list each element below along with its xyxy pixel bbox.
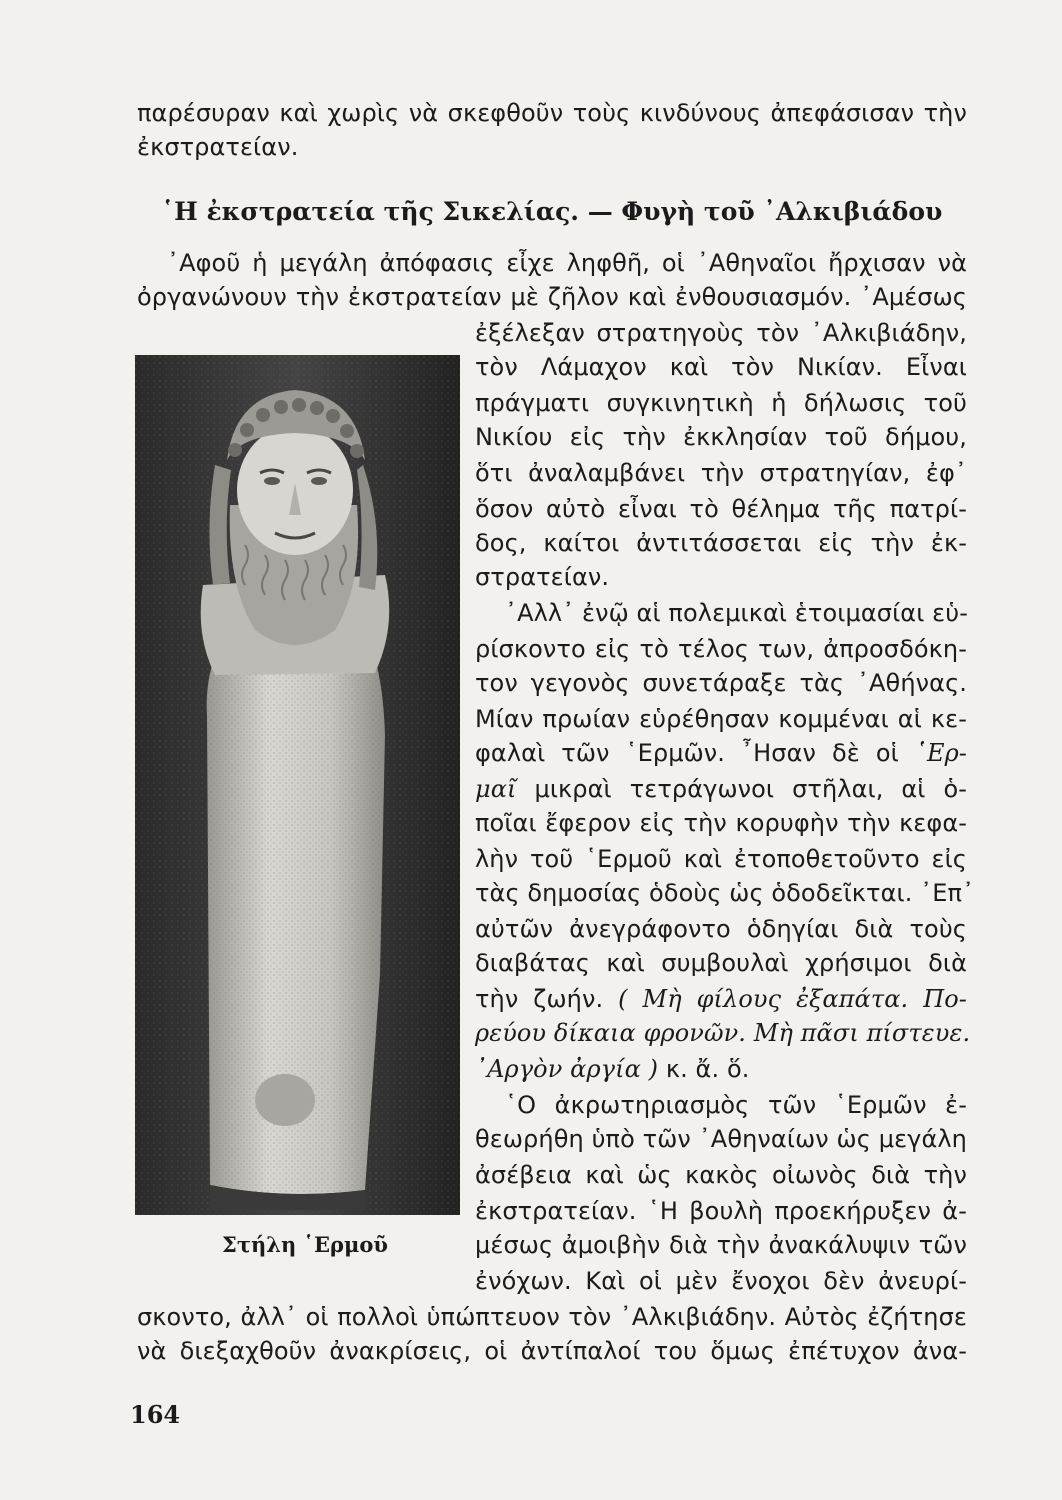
text-line: ποῖαι ἔφερον εἰς τὴν κορυφὴν τὴν κεφα- xyxy=(475,809,967,837)
text-line: παρέσυραν καὶ χωρὶς νὰ σκεφθοῦν τοὺς κινδύνους ἀπεφάσισαν τὴν xyxy=(137,99,967,127)
text-span: κ. ἄ. ὅ. xyxy=(665,1055,750,1083)
text-line: ὀργανώνουν τὴν ἐκστρατείαν μὲ ζῆλον καὶ ἐνθουσιασμόν. ᾿Αμέσως xyxy=(137,283,967,311)
text-line: στρατείαν. xyxy=(475,563,610,591)
text-line: ῾Ο ἀκρωτηριασμὸς τῶν ῾Ερμῶν ἐ- xyxy=(505,1091,967,1119)
text-line: ἐκστρατείαν. xyxy=(137,133,299,161)
text-span: μικραὶ τετράγωνοι στῆλαι, αἱ ὁ- xyxy=(534,775,967,803)
text-line: ρίσκοντο εἰς τὸ τέλος των, ἀπροσδόκη- xyxy=(475,635,967,663)
text-line: Νικίου εἰς τὴν ἐκκλησίαν τοῦ δήμου, xyxy=(475,423,967,451)
text-line: Μίαν πρωίαν εὑρέθησαν κομμέναι αἱ κε- xyxy=(475,705,967,733)
text-line xyxy=(475,1054,967,1084)
italic-maxim: ( Μὴ φίλους ἐξαπάτα. Πο- xyxy=(618,985,967,1013)
text-line: ἐνόχων. Καὶ οἱ μὲν ἔνοχοι δὲν ἀνευρί- xyxy=(475,1267,967,1295)
text-line: ρεύου δίκαια φρονῶν. Μὴ πᾶσι πίστευε. xyxy=(475,1019,971,1047)
italic-maxim: ᾿Αργὸν ἀργία ) xyxy=(475,1055,659,1083)
herm-statue-photo xyxy=(135,355,460,1215)
text-line: αὐτῶν ἀνεγράφοντο ὁδηγίαι διὰ τοὺς xyxy=(475,915,967,943)
figure-caption: Στήλη ῾Ερμοῦ xyxy=(222,1232,388,1257)
statue-illustration xyxy=(135,355,460,1215)
text-line: ᾿Αφοῦ ἡ μεγάλη ἀπόφασις εἶχε ληφθῆ, οἱ ᾿Αθηναῖοι ἤρχισαν νὰ xyxy=(167,249,967,277)
text-line: διαβάτας καὶ συμβουλαὶ χρήσιμοι διὰ xyxy=(475,949,967,977)
text-line: ὅτι ἀναλαμβάνει τὴν στρατηγίαν, ἐφ᾿ xyxy=(475,459,967,487)
text-line: πράγματι συγκινητικὴ ἡ δήλωσις τοῦ xyxy=(475,389,967,417)
page-number: 164 xyxy=(130,1400,181,1429)
text-line: ἐκστρατείαν. ῾Η βουλὴ προεκήρυξεν ἀ- xyxy=(475,1197,967,1225)
text-line: σκοντο, ἀλλ᾿ οἱ πολλοὶ ὑπώπτευον τὸν ᾿Αλκιβιάδην. Αὐτὸς ἐζήτησε xyxy=(137,1303,967,1331)
text-line xyxy=(475,774,967,804)
italic-term: μαῖ xyxy=(475,775,517,803)
section-heading: ῾Η ἐκστρατεία τῆς Σικελίας. — Φυγὴ τοῦ ᾿Αλκιβιάδου xyxy=(161,197,943,226)
text-line: ᾿Αλλ᾿ ἐνῷ αἱ πολεμικαὶ ἑτοιμασίαι εὑ- xyxy=(505,599,968,627)
italic-term: ῾Ερ- xyxy=(914,739,967,767)
text-line: τὸν Λάμαχον καὶ τὸν Νικίαν. Εἶναι xyxy=(475,353,967,381)
text-line: μέσως ἀμοιβὴν διὰ τὴν ἀνακάλυψιν τῶν xyxy=(475,1231,967,1259)
text-line: θεωρήθη ὑπὸ τῶν ᾿Αθηναίων ὡς μεγάλη xyxy=(475,1125,967,1153)
text-line: ἀσέβεια καὶ ὡς κακὸς οἰωνὸς διὰ τὴν xyxy=(475,1161,967,1189)
text-span: τὴν ζωήν. xyxy=(475,985,604,1013)
text-line: ἐξέλεξαν στρατηγοὺς τὸν ᾿Αλκιβιάδην, xyxy=(475,319,967,347)
text-span: φαλαὶ τῶν ῾Ερμῶν. ῏Ησαν δὲ οἱ xyxy=(475,739,899,767)
text-line: ὅσον αὐτὸ εἶναι τὸ θέλημα τῆς πατρί- xyxy=(475,495,967,523)
text-line: τον γεγονὸς συνετάραξε τὰς ᾿Αθήνας. xyxy=(475,669,967,697)
text-line xyxy=(475,738,967,768)
text-line: τὰς δημοσίας ὁδοὺς ὡς ὁδοδεῖκται. ᾿Επ᾿ xyxy=(475,879,975,907)
text-line xyxy=(475,984,967,1014)
text-line: νὰ διεξαχθοῦν ἀνακρίσεις, οἱ ἀντίπαλοί του ὅμως ἐπέτυχον ἀνα- xyxy=(137,1337,967,1365)
text-line: λὴν τοῦ ῾Ερμοῦ καὶ ἐτοποθετοῦντο εἰς xyxy=(475,845,967,873)
text-line: δος, καίτοι ἀντιτάσσεται εἰς τὴν ἐκ- xyxy=(475,529,967,557)
